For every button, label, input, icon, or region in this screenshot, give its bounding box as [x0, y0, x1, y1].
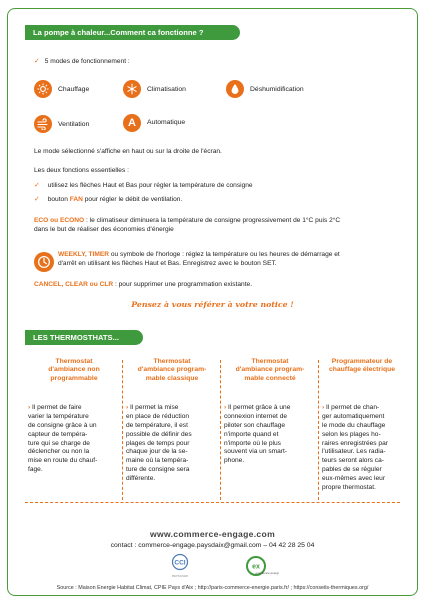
- body-line: fage.: [28, 466, 43, 474]
- title-line: mable classique: [145, 374, 199, 382]
- body-line: ture de consigne sera: [126, 466, 190, 474]
- title-line: chauffage électrique: [328, 366, 396, 374]
- thermostat-column-1: [28, 358, 120, 475]
- thermostat-4-body: [322, 404, 402, 493]
- body-line: capteur de tempéra-: [28, 430, 88, 438]
- title-line: Thermostat: [251, 358, 289, 365]
- thermostat-3-body: [224, 404, 316, 466]
- wind-icon: [34, 115, 52, 133]
- body-line: selon les plages ho-: [322, 430, 381, 438]
- function-2-pre: bouton: [47, 196, 70, 203]
- thermostat-2-body: [126, 404, 218, 484]
- title-line: Thermostat: [153, 358, 191, 365]
- title-line: d'ambiance program-: [137, 366, 207, 374]
- check-icon: ✓: [34, 182, 40, 189]
- body-line: le mode du chauffage: [322, 421, 386, 429]
- body-line: plages de temps pour: [126, 439, 190, 447]
- cancel-paragraph: [34, 281, 252, 290]
- body-line: propre thermostat.: [322, 484, 376, 492]
- body-line: Il permet de faire: [32, 404, 82, 411]
- body-line: mise en route du chauf-: [28, 457, 98, 465]
- section-header-thermostats: LES THERMOSTHATS...: [25, 330, 143, 345]
- column-divider: [220, 360, 221, 500]
- thermostat-1-title: [28, 358, 120, 398]
- thermostat-column-2: [126, 358, 218, 484]
- modes-intro-line: [34, 57, 130, 67]
- contact-line: contact : commerce-engage.paysdaix@gmail.com – 04 42 28 25 04: [110, 542, 315, 549]
- mode-label-deshumidification: Déshumidification: [250, 86, 304, 93]
- notice-reminder: Pensez à vous référer à votre notice !: [131, 300, 294, 309]
- eco-text-1: : le climatiseur diminuera la température de consigne progressivement de 1°C puis 2°C: [84, 217, 341, 224]
- arrow-icon: ›: [28, 404, 31, 411]
- arrow-icon: ›: [322, 404, 325, 411]
- thermostat-4-title: [322, 358, 402, 398]
- thermostat-column-4: [322, 358, 402, 493]
- body-line: n'importe quand et: [224, 430, 279, 438]
- title-line: mable connecté: [244, 374, 296, 382]
- weekly-text-1: ou symbole de l'horloge : réglez la température ou les heures de démarrage et: [109, 251, 340, 258]
- column-divider: [318, 360, 319, 500]
- body-line: piloter son chauffage: [224, 421, 286, 429]
- mode-note: Le mode sélectionné s'affiche en haut ou sur la droite de l'écran.: [34, 148, 222, 155]
- arrow-icon: ›: [126, 404, 129, 411]
- source-line: Source : Maison Energie Habitat Climat, CPIE Pays d'Aix ; http://paris-commerce-energie.paris.fr/ ; https://conseils-thermiques.org/: [56, 585, 369, 591]
- thermostat-column-3: [224, 358, 316, 466]
- sun-icon: [34, 80, 52, 98]
- ee-logo-text: ex: [252, 563, 260, 571]
- body-line: en place de réduction: [126, 412, 190, 420]
- function-2-post: pour régler le débit de ventilation.: [82, 196, 183, 203]
- section-divider: [25, 502, 400, 503]
- body-line: ture qui se charge de: [28, 439, 90, 447]
- cci-logo-text: CCI: [174, 559, 186, 567]
- check-icon: ✓: [34, 196, 40, 203]
- function-2-key: FAN: [69, 196, 83, 203]
- thermostat-2-title: [126, 358, 218, 398]
- body-line: Il permet la mise: [130, 404, 179, 411]
- body-line: Il permet grâce à une: [228, 404, 291, 411]
- body-line: différente.: [126, 475, 156, 483]
- mode-label-ventilation: Ventilation: [58, 121, 90, 128]
- body-line: ger automatiquement: [322, 412, 385, 420]
- body-line: de température, il est: [126, 421, 188, 429]
- ee-logo-sub: excellence énergie: [255, 571, 279, 575]
- section-header-heat-pump: La pompe à chaleur...Comment ca fonctionne ?: [25, 25, 240, 40]
- body-line: phone.: [224, 457, 245, 465]
- title-line: Thermostat: [55, 358, 93, 365]
- column-divider: [122, 360, 123, 500]
- weekly-key: WEEKLY, TIMER: [58, 251, 110, 258]
- website-link[interactable]: www.commerce-engage.com: [149, 529, 276, 539]
- cci-logo: [168, 553, 192, 579]
- mode-label-automatique: Automatique: [147, 119, 186, 126]
- function-line-1: [34, 181, 253, 191]
- weekly-text-2: d'arrêt en utilisant les flèches Haut et Bas. Enregistrez avec le bouton SET.: [58, 259, 277, 267]
- title-line: programmable: [50, 374, 98, 382]
- eco-text-2: dans le but de réaliser des économies d'énergie: [34, 225, 174, 233]
- body-line: pables de se réguler: [322, 466, 382, 474]
- body-line: n'importe où le plus: [224, 439, 281, 447]
- excellence-energie-logo: [245, 554, 279, 580]
- body-line: connexion internet de: [224, 412, 288, 420]
- body-line: varier la température: [28, 412, 89, 420]
- snowflake-icon: [123, 80, 141, 98]
- body-line: possible de définir des: [126, 430, 192, 438]
- function-1-text: utilisez les flèches Haut et Bas pour régler la température de consigne: [47, 182, 253, 189]
- body-line: l'utilisateur. Les radia-: [322, 448, 386, 456]
- letter-a-glyph: A: [128, 116, 136, 129]
- title-line: d'ambiance program-: [235, 366, 305, 374]
- body-line: de consigne grâce à un: [28, 421, 97, 429]
- title-line: Programmateur de: [331, 358, 393, 365]
- eco-key: ECO ou ECONO: [34, 217, 85, 224]
- body-line: eux-mêmes avec leur: [322, 475, 386, 483]
- body-line: souvent via un smart-: [224, 448, 288, 456]
- droplet-icon: [226, 80, 244, 98]
- body-line: teurs seront alors ca-: [322, 457, 384, 465]
- body-line: maine où la tempéra-: [126, 457, 189, 465]
- cci-logo-sub: PAYS D'AIX: [172, 574, 188, 578]
- mode-label-chauffage: Chauffage: [58, 86, 90, 93]
- weekly-paragraph: [58, 251, 403, 268]
- modes-intro: 5 modes de fonctionnement :: [44, 58, 130, 65]
- functions-intro: Les deux fonctions essentielles :: [34, 167, 129, 174]
- cancel-text: : pour supprimer une programmation existante.: [113, 281, 253, 288]
- cancel-key: CANCEL, CLEAR ou CLR: [34, 281, 114, 288]
- body-line: raires enregistrées par: [322, 439, 388, 447]
- clock-icon: [34, 252, 54, 272]
- function-line-2: [34, 195, 182, 205]
- mode-label-climatisation: Climatisation: [147, 86, 186, 93]
- thermostat-3-title: [224, 358, 316, 398]
- eco-paragraph: [34, 217, 399, 234]
- body-line: chaque jour de la se-: [126, 448, 188, 456]
- arrow-icon: ›: [224, 404, 227, 411]
- body-line: déclencher ou non la: [28, 448, 90, 456]
- body-line: Il permet de chan-: [326, 404, 380, 411]
- letter-a-icon: [123, 114, 141, 132]
- thermostat-1-body: [28, 404, 120, 475]
- title-line: d'ambiance non: [48, 366, 100, 374]
- check-icon: ✓: [34, 58, 40, 65]
